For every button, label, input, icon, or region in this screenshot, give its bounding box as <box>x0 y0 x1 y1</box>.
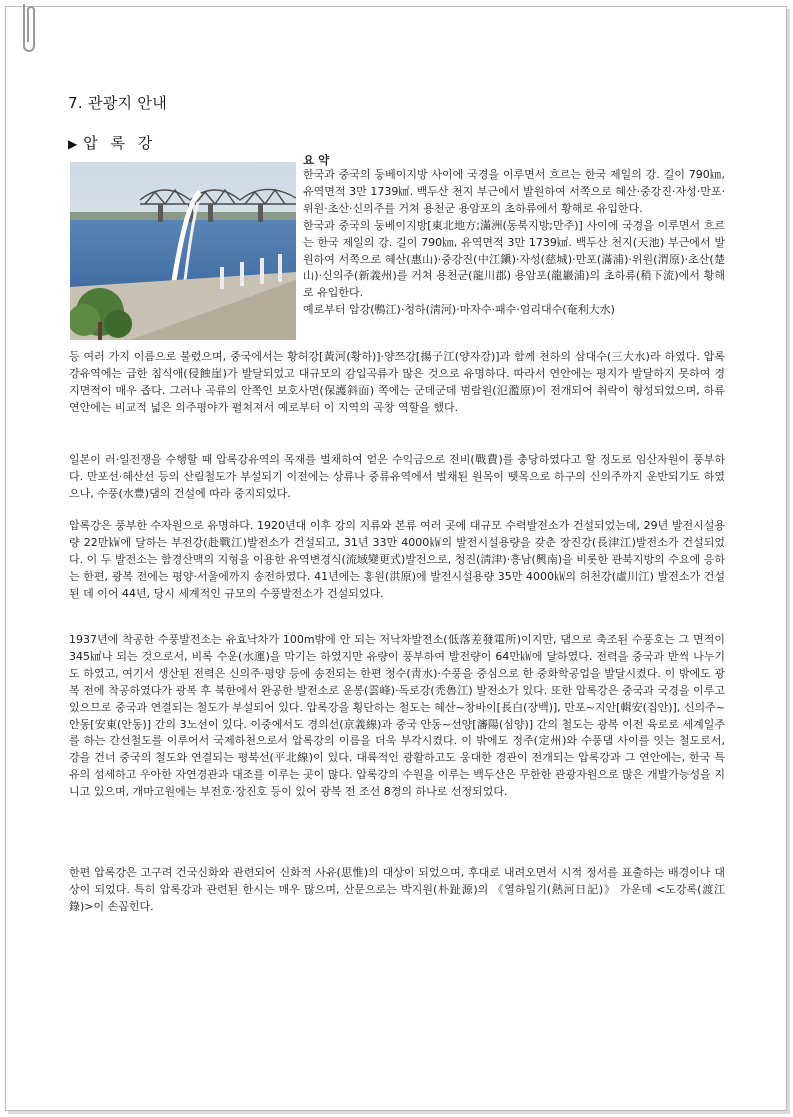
sub-title-text: 압 록 강 <box>83 134 157 152</box>
summary-paragraph: 예로부터 압강(鴨江)·청하(淸河)·마자수·패수·엄리대수(奄利大水) <box>303 303 615 317</box>
body-paragraph-1 <box>69 349 725 417</box>
paragraph-text: 등 여러 가지 이름으로 불렸으며, 중국에서는 황허강[黃河(황하)]·양쯔강[揚子江(양자강)]과 함께 천하의 삼대수(三大水)라 하였다. 압록강유역에는 급한 침식애(侵蝕崖)가 발달되었고 대규모의 감입곡류가 많은 것으로 유명하다. 따라서 연안에는 평지가 발달하지 못하여 경지면적이 매우 좁다. 그러나 곡류의 안쪽인 보호사면(保護斜面) 쪽에는 군데군데 범람원(氾濫原)이 전개되어 취락이 형성되었으며, 하류 연안에는 비교적 넓은 의주평야가 펼쳐져서 예로부터 이 지역의 곡창 역할을 했다. <box>69 350 725 414</box>
paragraph-text: 압록강은 풍부한 수자원으로 유명하다. 1920년대 이후 강의 지류와 본류 여러 곳에 대규모 수력발전소가 건설되었는데, 29년 발전시설용량 22만㎾에 달하는 부전강(赴戰江)발전소가 건설되고, 31년 33만 4000㎾의 발전시설용량을 갖춘 장진강(長津江)발전소가 건설되었다. 이 두 발전소는 함경산맥의 지형을 이용한 유역변경식(流域變更式)발전으로, 청진(淸津)·흥남(興南)을 비롯한 관북지방의 수요에 응하는 한편, 광복 전에는 평양·서울에까지 송전하였다. 41년에는 홍원(洪原)에 발전시설용량 35만 4000㎾의 허천강(虛川江) 발전소가 건설된 데 이어 44년, 당시 세계적인 규모의 수풍발전소가 건설되었다. <box>69 519 725 600</box>
yalu-river-bridge-photo <box>70 162 296 340</box>
body-paragraph-3 <box>69 518 725 603</box>
summary-label: 요 약 <box>303 153 330 167</box>
body-paragraph-2 <box>69 452 725 503</box>
summary-paragraph: 한국과 중국의 둥베이지방 사이에 국경을 이루면서 흐르는 한국 제일의 강. 길이 790㎞, 유역면적 3만 1739㎢. 백두산 천지 부근에서 발원하여 서쪽으로 혜산·중강진·자성·만포·위원·초산·신의주를 거쳐 용천군 용암포의 초하류에서 황해로 유입한다. <box>303 168 725 215</box>
summary-paragraph: 한국과 중국의 둥베이지방[東北地方;滿洲(동북지방;만주)] 사이에 국경을 이루면서 흐르는 한국 제일의 강. 길이 790㎞, 유역면적 3만 1739㎢. 백두산 천지(天池) 부근에서 발원하여 서쪽으로 혜산(惠山)·중강진(中江鎭)·자성(慈城)·만포(滿浦)·위원(渭原)·초산(楚山)·신의주(新義州)를 거쳐 용천군(龍川郡) 용암포(龍巖浦)의 초하류(稍下流)에서 황해로 유입한다. <box>303 218 725 300</box>
body-paragraph-5 <box>69 865 725 916</box>
sub-title <box>68 132 156 153</box>
paperclip-icon <box>18 0 40 60</box>
summary-text <box>303 167 725 319</box>
section-title: 7. 관광지 안내 <box>68 94 167 112</box>
paragraph-text: 한편 압록강은 고구려 건국신화와 관련되어 신화적 사유(思惟)의 대상이 되었으며, 후대로 내려오면서 시적 정서를 표출하는 배경이나 대상이 되었다. 특히 압록강과 관련된 한시는 매우 많으며, 산문으로는 박지원(朴趾源)의 《열하일기(熱河日記)》 가운데 <도강록(渡江錄)>이 손꼽힌다. <box>69 866 725 913</box>
body-paragraph-4 <box>69 632 725 801</box>
paragraph-text: 일본이 러·일전쟁을 수행할 때 압록강유역의 목재를 벌채하여 얻은 수익금으로 전비(戰費)를 충당하였다고 할 정도로 임산자원이 풍부하다. 만포선·혜산선 등의 산림철도가 부설되기 이전에는 상류나 중류유역에서 벌채된 원목이 뗏목으로 하구의 신의주까지 운반되기도 하였으나, 수풍(水豊)댐의 건설에 따라 중지되었다. <box>69 453 725 500</box>
triangle-bullet-icon: ▶ <box>68 137 78 151</box>
paragraph-text: 1937년에 착공한 수풍발전소는 유효낙차가 100m밖에 안 되는 저낙차발전소(低落差發電所)이지만, 댐으로 축조된 수풍호는 그 면적이 345㎢나 되는 것으로서, 비록 수운(水運)을 막기는 하였지만 유량이 풍부하여 발전량이 64만㎾에 달하였다. 전력을 중국과 반씩 나누기도 하였고, 여기서 생산된 전력은 신의주·평양 등에 송전되는 한편 청수(靑水)·수풍을 중심으로 한 중화학공업을 발달시켰다. 이 밖에도 광복 전에 착공하였다가 광복 후 북한에서 완공한 발전소로 운봉(雲峰)·독로강(禿魯江) 발전소가 있다. 또한 압록강은 중국과 국경을 이루고 있으므로 중국과 연결되는 철도가 부설되어 있다. 압록강을 횡단하는 철도는 혜산~창바이[長白(장백)], 만포~지안[輯安(집안)], 신의주~안동[安東(안동)] 간의 3노선이 있다. 이중에서도 경의선(京義線)과 중국 안동~선양[瀋陽(심양)] 간의 철도는 광복 이전 육로로 세계일주를 하는 간선철도를 이루어서 국제하천으로서 압록강의 이름을 더욱 부각시켰다. 이 밖에도 정주(定州)와 수풍댐 사이를 잇는 철도로서, 강을 건너 중국의 철도와 연결되는 평북선(平北線)이 있다. 대륙적인 광활하고도 웅대한 경관이 전개되는 압록강과 그 연안에는, 한국 특유의 섬세하고 우아한 자연경관과 대조를 이루는 곳이 많다. 압록강의 수원을 이루는 백두산은 무한한 관광자원으로 많은 개발가능성을 지니고 있으며, 개마고원에는 부전호·장진호 등이 있어 광복 전 조선 8경의 하나로 선정되었다. <box>69 633 725 799</box>
